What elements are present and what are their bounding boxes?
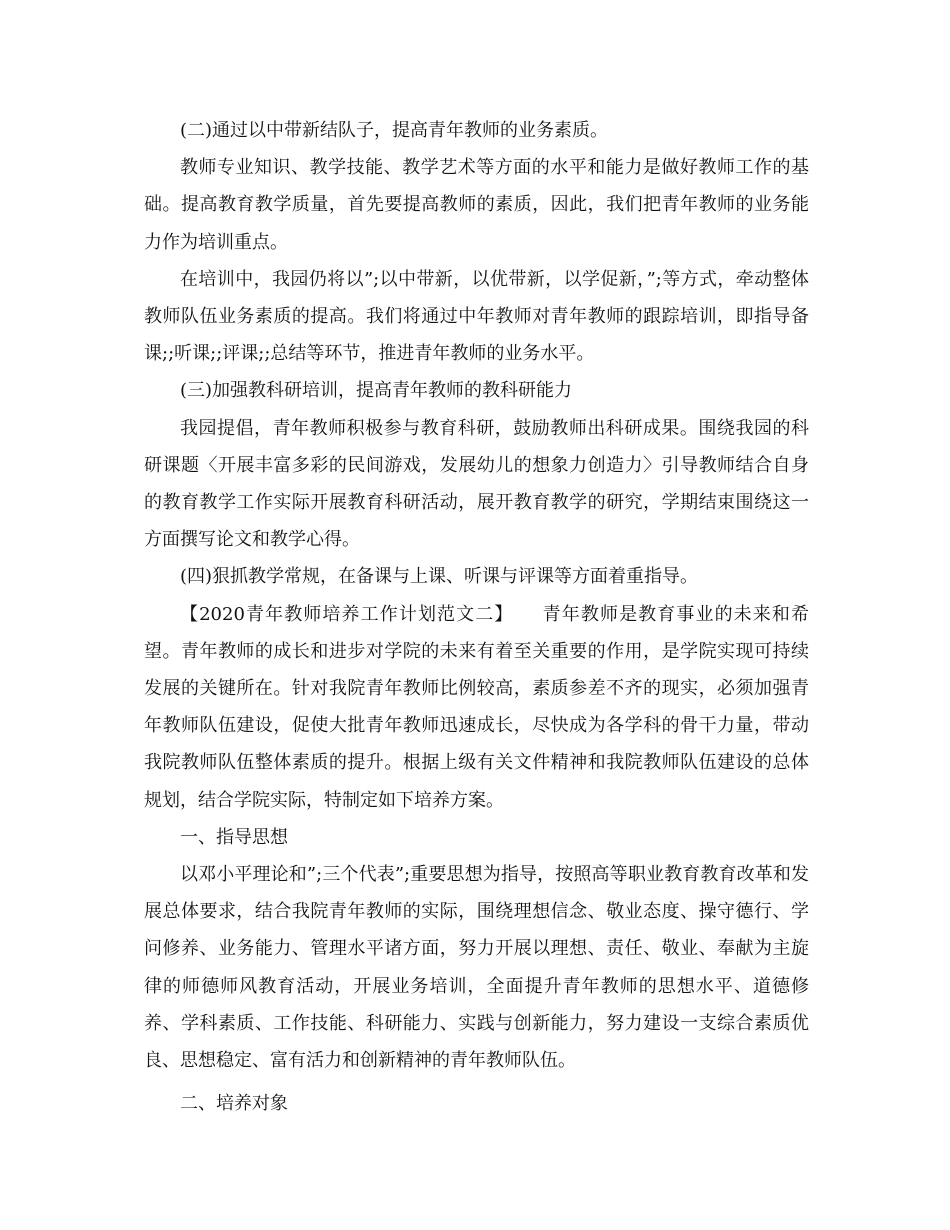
paragraph: 在培训中，我园仍将以”;以中带新，以优带新，以学促新，”;等方式，牵动整体教师队伍业务素质的提高。我们将通过中年教师对青年教师的跟踪培训，即指导备课;;听课;;评课;;总结等环节，推进青年教师的业务水平。 <box>144 268 809 365</box>
section-heading-4: (四)狠抓教学常规，在备课与上课、听课与评课等方面着重指导。 <box>180 566 699 588</box>
section-heading-training-targets: 二、培养对象 <box>180 1093 288 1115</box>
section-heading-guiding-ideology: 一、指导思想 <box>180 826 288 848</box>
paragraph: 教师专业知识、教学技能、教学艺术等方面的水平和能力是做好教师工作的基础。提高教育教学质量，首先要提高教师的素质，因此，我们把青年教师的业务能力作为培训重点。 <box>144 157 809 253</box>
paragraph: 【2020青年教师培养工作计划范文二】 青年教师是教育事业的未来和希望。青年教师的成长和进步对学院的未来有着至关重要的作用，是学院实现可持续发展的关键所在。针对我院青年教师比例较高，素质参差不齐的现实，必须加强青年教师队伍建设，促使大批青年教师迅速成长，尽快成为各学科的骨干力量，带动我院教师队伍整体素质的提升。根据上级有关文件精神和我院教师队伍建设的总体规划，结合学院实际，特制定如下培养方案。 <box>144 603 809 811</box>
section-heading-2: (二)通过以中带新结队子，提高青年教师的业务素质。 <box>180 120 609 141</box>
document-body <box>144 112 809 1122</box>
section-heading-3: (三)加强教科研培训，提高青年教师的教科研能力 <box>180 380 573 402</box>
paragraph: 我园提倡，青年教师积极参与教育科研，鼓励教师出科研成果。围绕我园的科研课题〈开展丰富多彩的民间游戏，发展幼儿的想象力创造力〉引导教师结合自身的教育教学工作实际开展教育科研活动，展开教育教学的研究，学期结束围绕这一方面撰写论文和教学心得。 <box>144 417 809 551</box>
paragraph: 以邓小平理论和”;三个代表”;重要思想为指导，按照高等职业教育教育改革和发展总体要求，结合我院青年教师的实际，围绕理想信念、敬业态度、操守德行、学问修养、业务能力、管理水平诸方面，努力开展以理想、责任、敬业、奉献为主旋律的师德师风教育活动，开展业务培训，全面提升青年教师的思想水平、道德修养、学科素质、工作技能、科研能力、实践与创新能力，努力建设一支综合素质优良、思想稳定、富有活力和创新精神的青年教师队伍。 <box>144 864 809 1072</box>
